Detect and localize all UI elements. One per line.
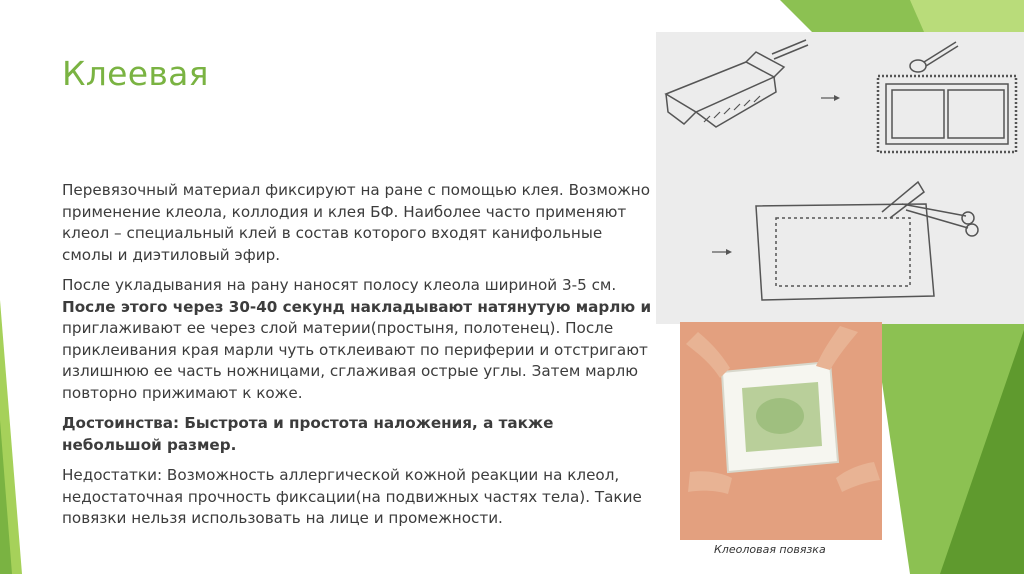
step-3-gauze (756, 182, 978, 300)
arrow-2-head (726, 249, 732, 255)
paragraph-1 (62, 180, 656, 266)
arrow-1-head (834, 95, 840, 101)
paragraph-3 (62, 413, 656, 456)
photo-image (680, 322, 882, 540)
paragraph-3-text: Достоинства: Быстрота и простота наложения, а также небольшой размер. (62, 414, 554, 454)
photo-drawing (680, 322, 882, 540)
bandage-steps-drawing (656, 32, 1024, 324)
adhesive-bandage-photo (680, 322, 882, 560)
wound-center (756, 398, 804, 434)
figure-caption: Клеоловая повязка (714, 543, 826, 556)
slide-body (62, 180, 656, 539)
paragraph-2-bold: После этого через 30-40 секунд накладывают натянутую марлю и (62, 297, 652, 316)
paragraph-2-text: После укладывания на рану наносят полосу клеола шириной 3-5 см. (62, 276, 617, 294)
paragraph-1-text: Перевязочный материал фиксируют на ране с помощью клея. Возможно применение клеола, коллодия и клея БФ. Наиболее часто применяют клеол – специальный клей в состав которого входят канифольные смолы и диэтиловый эфир. (62, 181, 651, 264)
left-decoration (0, 0, 60, 574)
paragraph-2 (62, 275, 656, 404)
paragraph-4 (62, 465, 656, 530)
step-1-gauze (666, 40, 808, 127)
step-2-gauze (878, 42, 1016, 152)
bandage-steps-illustration (656, 32, 1024, 324)
paragraph-2-tail: приглаживают ее через слой материи(простыня, полотенец). После приклеивания края марли чуть отклеивают по периферии и отстригают излишнюю ее часть ножницами, сглаживая острые углы. Затем марлю повторно прижимают к коже. (62, 319, 648, 402)
slide-title: Клеевая (62, 54, 209, 93)
paragraph-4-text: Недостатки: Возможность аллергической кожной реакции на клеол, недостаточная прочность фиксации(на подвижных частях тела). Такие повязки нельзя использовать на лице и промежности. (62, 466, 642, 527)
